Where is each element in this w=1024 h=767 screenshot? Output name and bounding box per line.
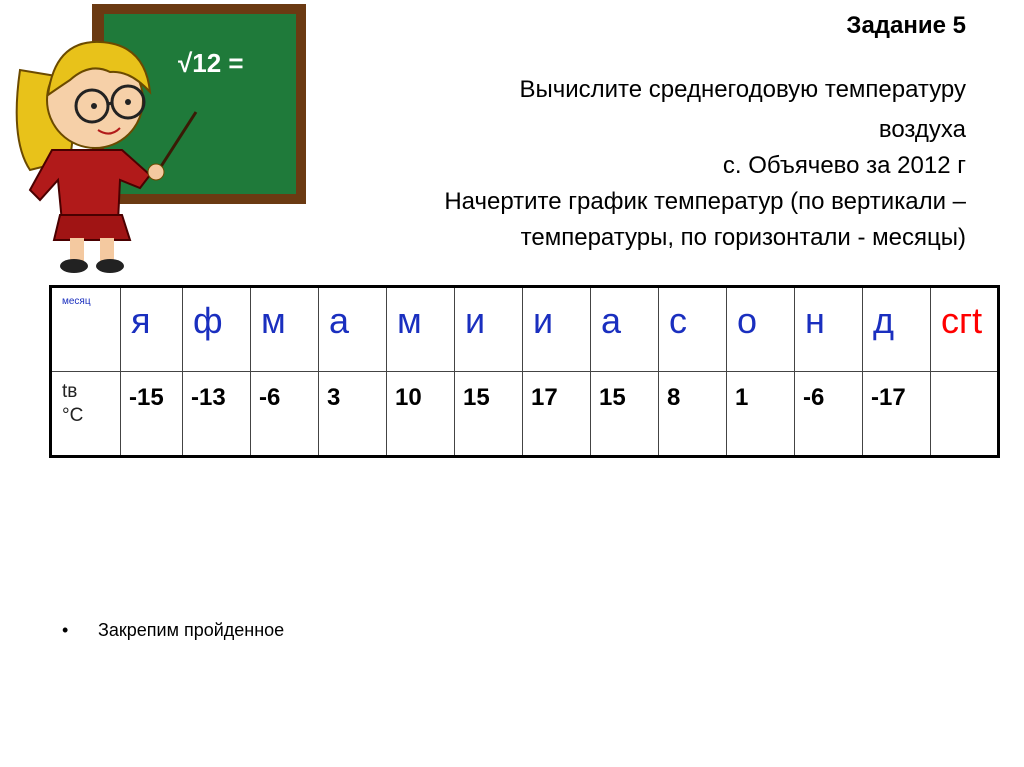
teacher-illustration [0,0,320,280]
temp-value-cell: 3 [319,372,387,457]
months-row [51,287,999,372]
footer-bullet-item [62,620,284,641]
month-cell: ф [183,287,251,372]
task-line-5: температуры, по горизонтали - месяцы) [520,224,966,251]
month-cell: а [319,287,387,372]
unit-line-2: °C [62,405,84,426]
task-line-1: Вычислите среднегодовую температуру [519,76,966,103]
task-title: Задание 5 [846,12,966,39]
average-value-cell [931,372,999,457]
task-line-4: Начертите график температур (по вертикали – [444,188,966,215]
temperatures-row [51,372,999,457]
month-cell: д [863,287,931,372]
month-cell: м [387,287,455,372]
month-cell: н [795,287,863,372]
month-header-cell: месяц [51,287,121,372]
average-label-cell: сгt [931,287,999,372]
temp-value-cell: 15 [455,372,523,457]
temp-value-cell: 10 [387,372,455,457]
temp-value-cell: -13 [183,372,251,457]
task-description [306,72,966,256]
month-cell: м [251,287,319,372]
temp-value-cell: 17 [523,372,591,457]
unit-cell [51,372,121,457]
task-line-3: с. Объячево за 2012 г [722,152,966,179]
task-line-2: воздуха [878,116,966,143]
month-cell: о [727,287,795,372]
month-cell: я [121,287,183,372]
board-formula: √12 = [178,48,244,78]
temp-value-cell: -17 [863,372,931,457]
month-cell: и [455,287,523,372]
month-cell: а [591,287,659,372]
temp-value-cell: 8 [659,372,727,457]
temp-value-cell: 1 [727,372,795,457]
temperature-table [49,285,1000,458]
month-cell: и [523,287,591,372]
temp-value-cell: -6 [251,372,319,457]
bullet-icon: • [62,620,69,640]
temp-value-cell: 15 [591,372,659,457]
month-cell: с [659,287,727,372]
unit-line-1: tв [62,381,78,402]
footer-text: Закрепим пройденное [98,620,285,640]
temp-value-cell: -6 [795,372,863,457]
temp-value-cell: -15 [121,372,183,457]
